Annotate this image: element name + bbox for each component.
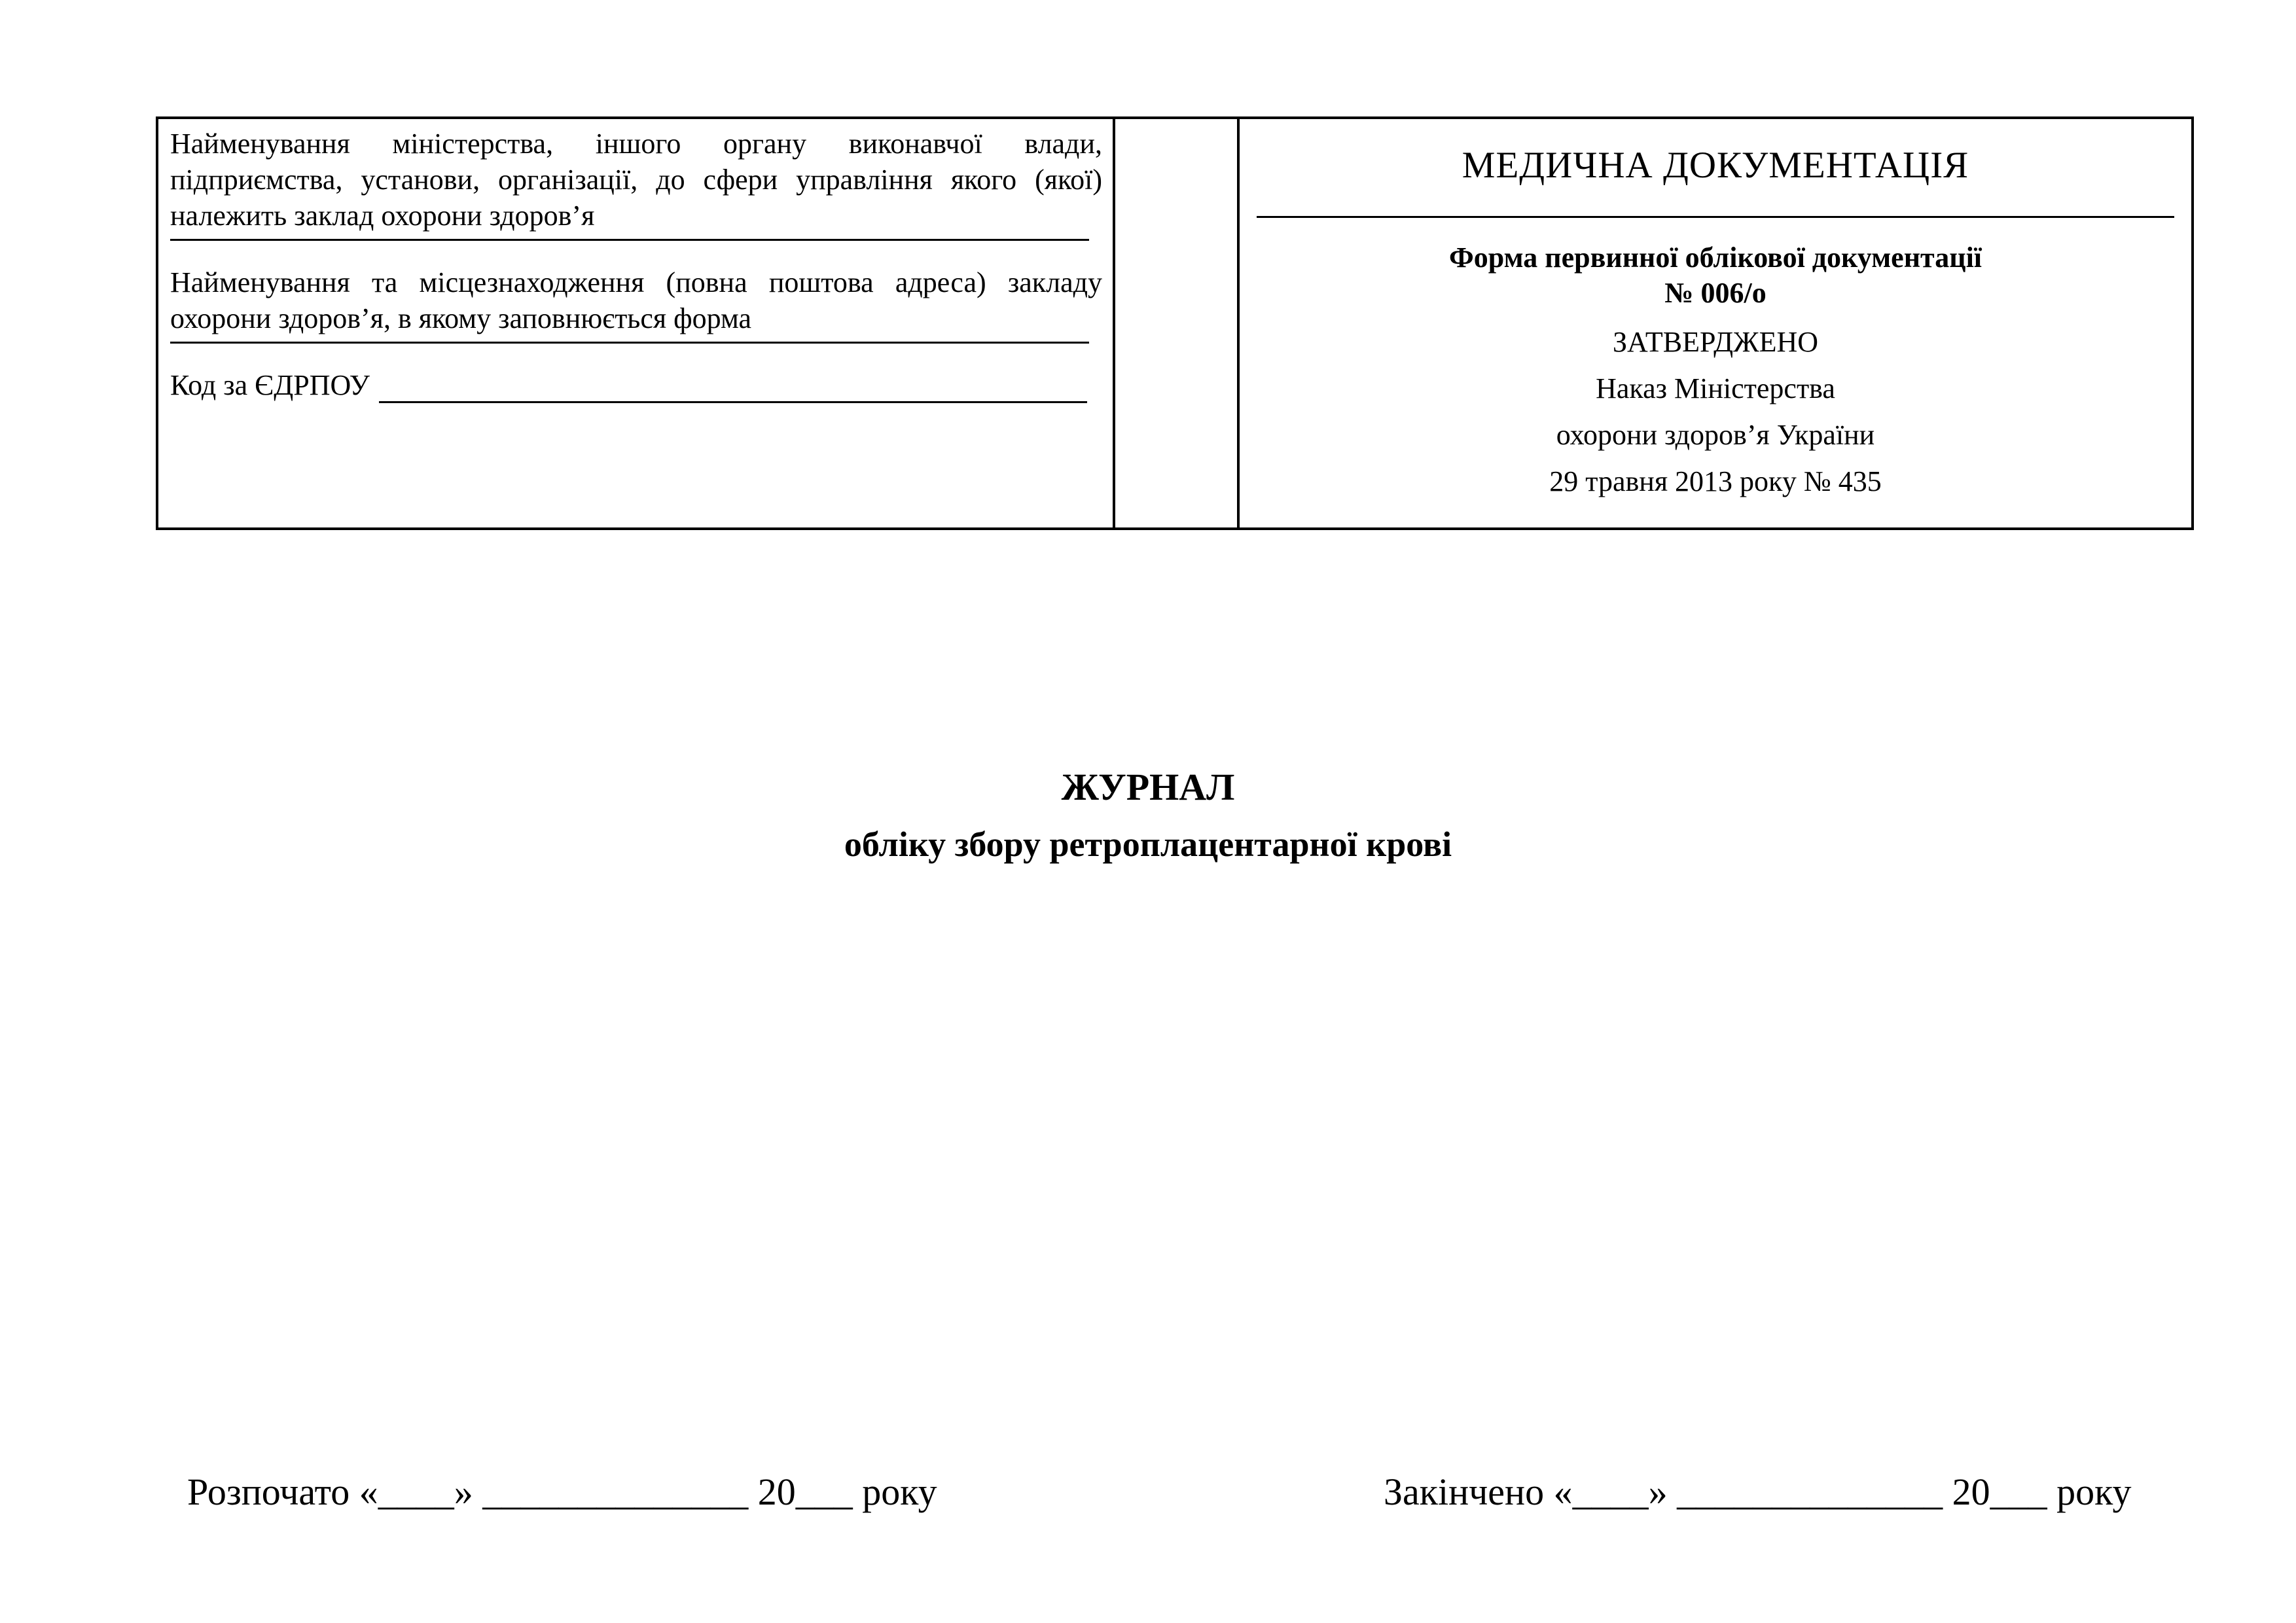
header-table (156, 116, 2194, 530)
started-date-field[interactable]: Розпочато «____» ______________ 20___ року (187, 1471, 937, 1513)
edrpou-row (170, 367, 1102, 403)
finished-date-field[interactable]: Закінчено «____» ______________ 20___ року (1384, 1471, 2132, 1513)
header-left-cell (158, 119, 1115, 527)
edrpou-label: Код за ЄДРПОУ (170, 369, 370, 401)
journal-subtitle: обліку збору ретроплацентарної крові (844, 825, 1452, 864)
header-middle-cell (1115, 119, 1240, 527)
order-date: 29 травня 2013 року № 435 (1549, 465, 1882, 497)
institution-fill-line[interactable] (170, 342, 1089, 344)
ministry-fill-line[interactable] (170, 239, 1089, 241)
edrpou-fill-line[interactable] (379, 372, 1087, 403)
institution-label: Найменування та місцезнаходження (повна поштова адреса) закладу охорони здоров’я, в якому заповнюється форма (170, 266, 1102, 334)
order-line2: охорони здоров’я України (1556, 419, 1875, 451)
form-title-line1: Форма первинної облікової документації (1448, 241, 1982, 274)
heading-divider (1257, 216, 2174, 218)
approved-label: ЗАТВЕРДЖЕНО (1612, 326, 1819, 358)
form-number: № 006/о (1664, 277, 1767, 309)
order-line1: Наказ Міністерства (1596, 372, 1835, 404)
ministry-label: Найменування міністерства, іншого органу виконавчої влади, підприємства, установи, організації, до сфери управління якого (якої) належить заклад охорони здоров’я (170, 128, 1102, 232)
journal-title: ЖУРНАЛ (1061, 766, 1235, 808)
medical-documentation-heading: МЕДИЧНА ДОКУМЕНТАЦІЯ (1462, 145, 1969, 186)
header-right-cell (1240, 119, 2191, 527)
